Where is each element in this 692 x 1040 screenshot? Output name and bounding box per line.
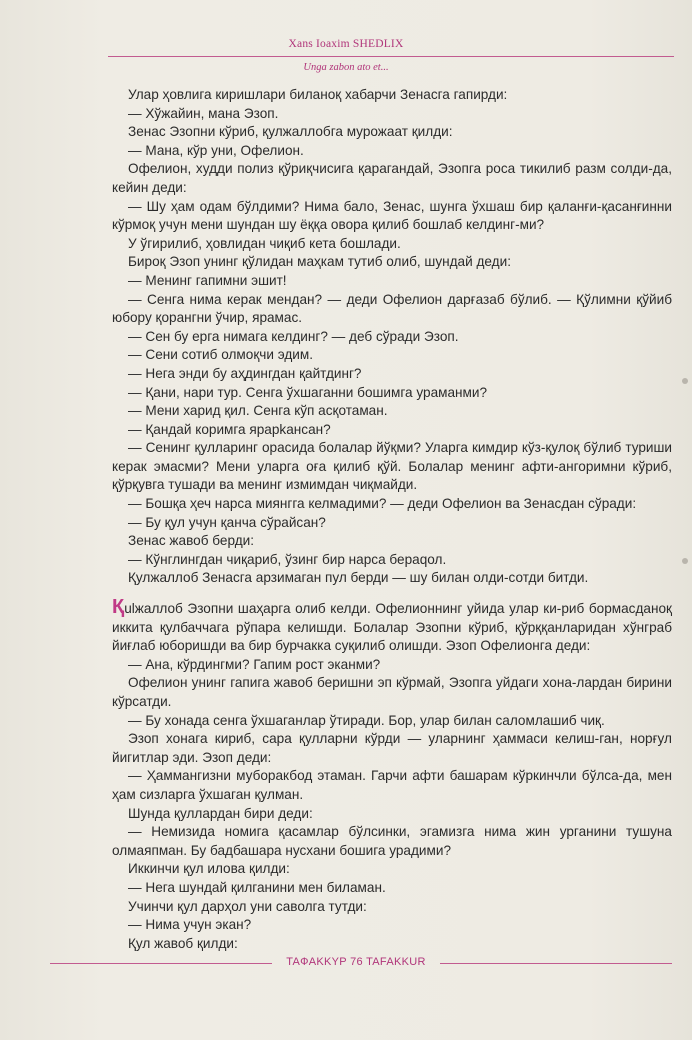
paragraph: Бироқ Эзоп унинг қўлидан маҳкам тутиб олиб, шундай деди: xyxy=(128,254,511,270)
drop-cap: Қ xyxy=(112,596,125,619)
paragraph: Учинчи қул дарҳол уни саволга тутди: xyxy=(128,898,367,914)
header-rule xyxy=(108,56,674,57)
section-opening-paragraph xyxy=(112,596,672,656)
paragraph-text: ulжаллоб Эзопни шаҳарга олиб келди. Офелионнинг уйида улар ки-риб бормасданоқ иккита қулбаччага рўпара келишди. Болалар Эзопни кўриб, қўрққанларидан хўнграб йиғлаб юборишди ва бир бурчакка суқилиб олишди. Эзоп Офелионга деди: xyxy=(112,601,672,654)
paragraph: Зенас жавоб берди: xyxy=(128,533,255,549)
footer-page-number: TAФAKKYP 76 TAFAKKUR xyxy=(286,956,426,968)
paragraph: — Бу хонада сенга ўхшаганлар ўтиради. Бор, улар билан саломлашиб чиқ. xyxy=(128,712,605,728)
paragraph: — Сенга нима керак мендан? — деди Офелион дарғазаб бўлиб. — Қўлимни қўйиб юбору қорангни ўчир, ярамас. xyxy=(112,291,672,326)
paragraph: — Бу қул учун қанча сўрайсан? xyxy=(128,514,326,530)
paragraph: — Нега шундай қилганини мен биламан. xyxy=(128,879,386,895)
footer-rule-right xyxy=(440,963,672,964)
running-header-author: Xans Ioaxim SHEDLIX xyxy=(288,38,404,50)
paragraph: — Хўжайин, мана Эзоп. xyxy=(128,105,279,121)
paragraph: Улар ҳовлига киришлари биланоқ хабарчи Зенасга гапирди: xyxy=(128,87,508,102)
paragraph: — Немизида номига қасамлар бўлсинки, эгамизга нима жин урганини тушуна олмаяпман. Бу бадбашара нусхани бошига урадими? xyxy=(112,824,672,858)
paragraph: Офелион унинг гапига жавоб беришни эп кўрмай, Эзопга уйдаги хона-лардан бирини кўрсатди. xyxy=(112,675,672,709)
paragraph: — Сени сотиб олмоқчи эдим. xyxy=(128,347,314,363)
paragraph: — Сенинг қулларинг орасида болалар йўқми? Уларга кимдир кўз-қулоқ бўлиб туриши керак эмасми? Мени уларга оға қилиб қўй. Болалар менинг афти-ангоримни кўриб, қўрқувга тушади ва менинг измимдан чиқмайди. xyxy=(112,440,672,493)
paragraph: Қул жавоб қилди: xyxy=(128,935,238,951)
paragraph: — Кўнглингдан чиқариб, ўзинг бир нарса бераqол. xyxy=(128,551,447,567)
punch-hole xyxy=(682,558,688,564)
paragraph: — Ҳаммангизни муборакбод этаман. Гарчи афти башарам кўркинчли бўлса-да, мен ҳам сизларга ўхшаган қулман. xyxy=(112,768,672,802)
paragraph: — Менинг гапимни эшит! xyxy=(128,272,287,288)
paragraph: — Қани, нари тур. Сенга ўхшаганни бошимга ураманми? xyxy=(128,384,488,400)
paragraph: — Сен бу ерга нимага келдинг? — деб сўради Эзоп. xyxy=(128,328,459,344)
paragraph: — Ана, кўрдингми? Гапим рост эканми? xyxy=(128,656,381,672)
paragraph: — Нима учун экан? xyxy=(128,917,252,933)
paragraph: Зенас Эзопни кўриб, қулжаллобга мурожаат қилди: xyxy=(128,124,453,140)
paragraph: Эзоп хонага кириб, сара қулларни кўрди — уларнинг ҳаммаси келиш-ган, норғул йигитлар эди. Эзоп деди: xyxy=(112,731,672,765)
paragraph: У ўгирилиб, ҳовлидан чиқиб кета бошлади. xyxy=(128,235,401,251)
section-break xyxy=(112,588,672,600)
punch-hole xyxy=(682,378,688,384)
paragraph: — Бошқа ҳеч нарса миянгга келмадими? — деди Офелион ва Зенасдан сўради: xyxy=(128,496,637,512)
paragraph: — Шу ҳам одам бўлдими? Нима бало, Зенас, шунга ўхшаш бир қаланғи-қасанғинни кўрмоқ учун мени шундан шу ёққа овора қилиб бошлаб келдинг-ми? xyxy=(112,198,672,233)
footer-rule-left xyxy=(50,963,272,964)
body-text xyxy=(112,86,672,953)
paragraph: Иккинчи қул илова қилди: xyxy=(128,861,290,877)
paragraph: — Қандай коримга ярарkансан? xyxy=(128,421,331,437)
paragraph: Қулжаллоб Зенасга арзимаган пул берди — шу билан олди-сотди битди. xyxy=(128,570,589,586)
paragraph: Шунда қуллардан бири деди: xyxy=(128,805,313,821)
paragraph: — Нега энди бу аҳдингдан қайтдинг? xyxy=(128,365,362,381)
paragraph: — Мени харид қил. Сенга кўп асқотаман. xyxy=(128,403,388,419)
paragraph: — Мана, кўр уни, Офелион. xyxy=(128,142,304,158)
paragraph: Офелион, худди полиз қўриқчисига қарагандай, Эзопга роса тикилиб разм солди-да, кейин деди: xyxy=(112,161,672,195)
running-header-title: Unga zabon ato et... xyxy=(303,62,389,73)
